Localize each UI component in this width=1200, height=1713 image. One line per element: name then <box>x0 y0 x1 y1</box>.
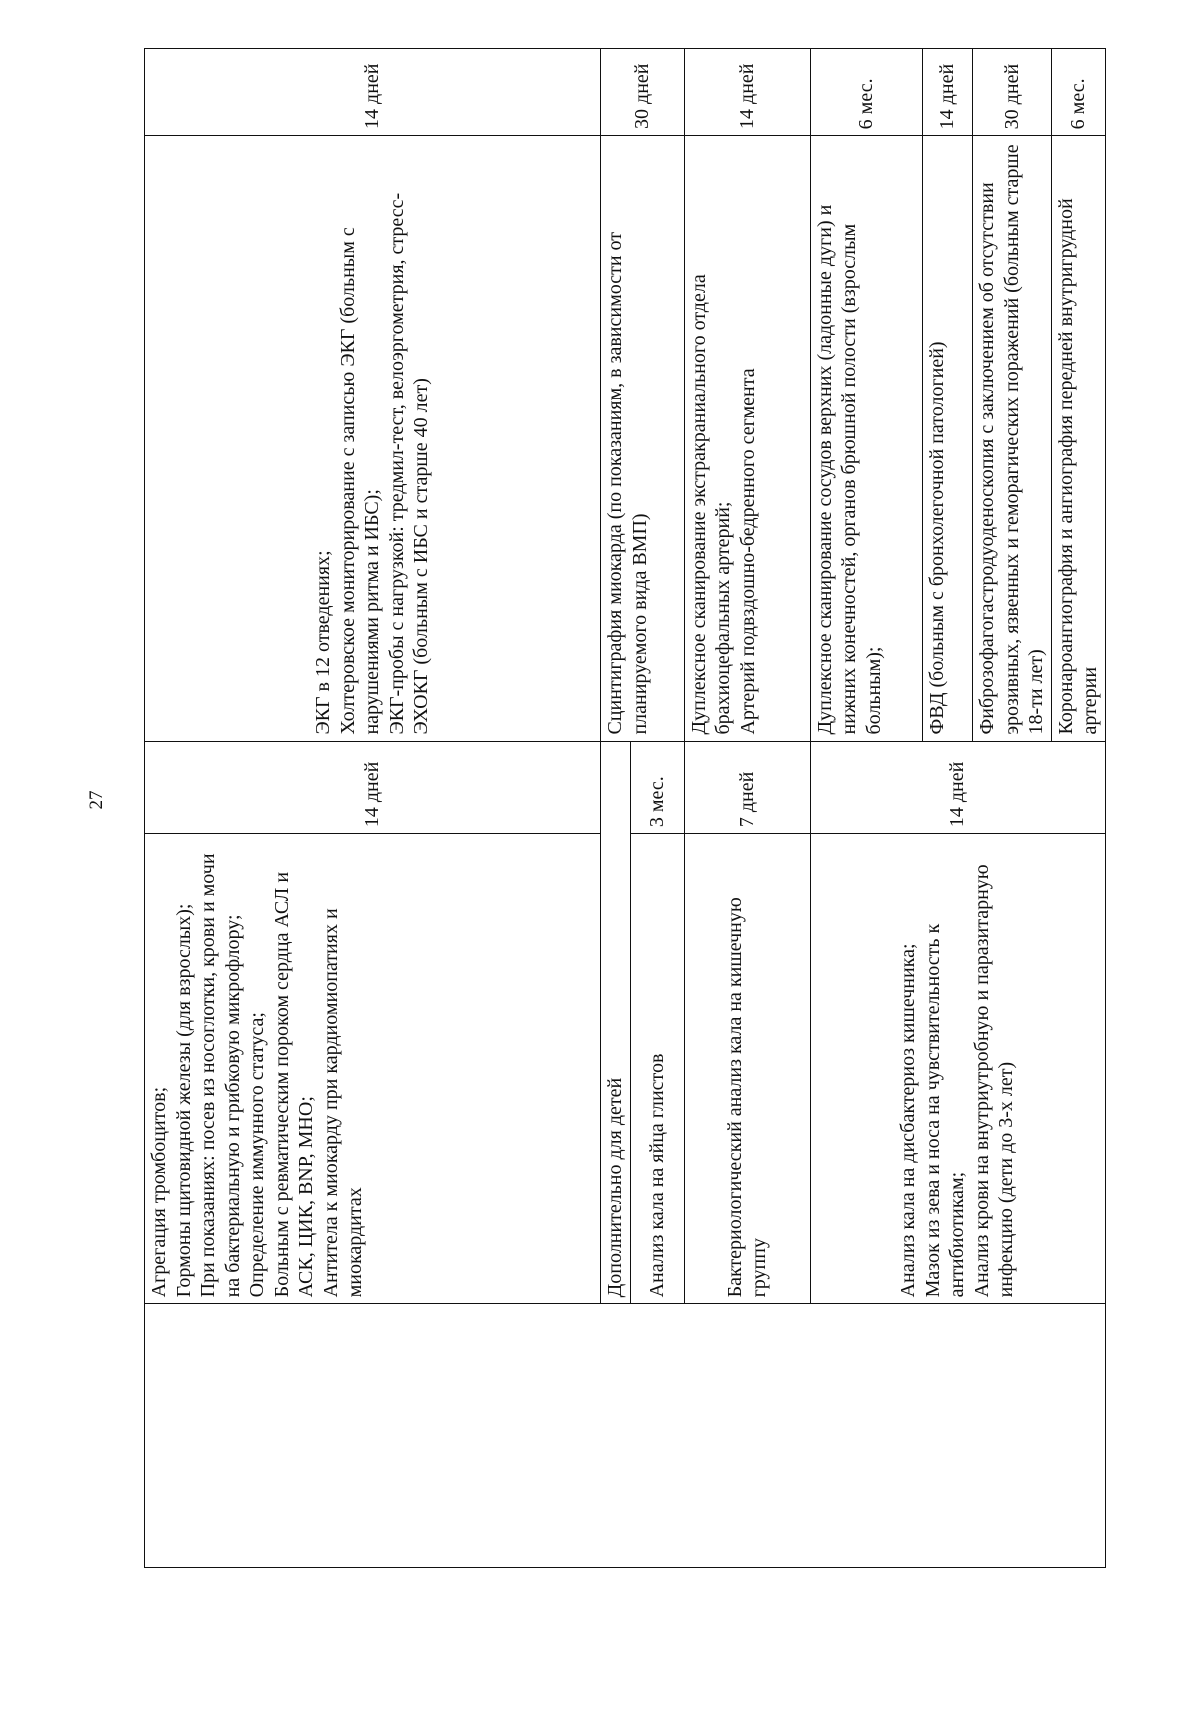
examination-table <box>144 48 1106 1568</box>
analysis-line: Анализ кала на дисбактериоз кишечника; <box>897 943 920 1298</box>
analysis-line: При показаниях: посев из носоглотки, крови и мочи на бактериальную и грибковую микрофлору; <box>197 853 244 1298</box>
empty-left-cell <box>145 1304 1106 1568</box>
analyses-cell: Бактериологический анализ кала на кишечную группу <box>684 834 810 1304</box>
period-cell: 6 мес. <box>1051 49 1105 136</box>
period-cell: 7 дней <box>684 741 810 834</box>
exams-cell: Сцинтиграфия миокарда (по показаниям, в зависимости от планируемого вида ВМП) <box>601 135 685 741</box>
analysis-line: Антитела к миокарду при кардиомиопатиях и миокардитах <box>319 908 366 1298</box>
rotated-table-container <box>144 48 1101 1568</box>
exam-line: Артерий подвздошно-бедренного сегмента <box>736 368 759 735</box>
exams-cell: Коронароангиография и ангиография передней внутригрудной артерии <box>1051 136 1105 741</box>
exams-cell <box>145 135 601 741</box>
exams-cell: ФВД (больным с бронхолегочной патологией) <box>923 136 973 741</box>
exams-subtable <box>811 49 1105 741</box>
exams-cell: Дуплексное сканирование сосудов верхних (ладонные дуги) и нижних конечностей, органов брюшной полости (взрослым больным); <box>811 136 923 741</box>
analyses-cell <box>810 834 1105 1304</box>
exam-line: ЭКГ в 12 отведениях; <box>312 550 335 735</box>
page-number: 27 <box>86 790 107 810</box>
period-cell: 6 мес. <box>811 49 923 136</box>
period-cell: 30 дней <box>973 49 1052 136</box>
period-cell: 14 дней <box>145 49 601 136</box>
analysis-line: Больным с ревматическим пороком сердца АСЛ и АСК, ЦИК, BNP, МНО; <box>270 871 317 1298</box>
exams-cell <box>684 135 810 741</box>
table-row <box>973 49 1052 741</box>
period-cell: 14 дней <box>145 741 601 834</box>
analyses-cell <box>145 834 601 1304</box>
exam-line: ЭКГ-пробы с нагрузкой: тредмил-тест, велоэргометрия, стресс-ЭХОКГ (больным с ИБС и старше 40 лет) <box>385 192 433 735</box>
period-cell: 14 дней <box>923 49 973 136</box>
section-heading: Дополнительно для детей <box>601 741 631 1304</box>
period-cell: 14 дней <box>810 741 1105 834</box>
period-cell: 30 дней <box>601 49 685 136</box>
analysis-line: Агрегация тромбоцитов; <box>148 1086 170 1298</box>
analysis-line: Анализ крови на внутриутробную и паразитарную инфекцию (дети до 3-х лет) <box>970 864 1018 1298</box>
exams-cell: Фиброзофагогастродуоденоскопия с заключением об отсутствии эрозивных, язвенных и геморагических поражений (больным старше 18-ти лет) <box>973 136 1052 741</box>
analyses-cell: Анализ кала на яйца глистов <box>630 834 684 1304</box>
exam-line: Дуплексное сканирование экстракраниального отдела брахиоцефальных артерий; <box>687 274 734 735</box>
period-cell: 3 мес. <box>630 741 684 834</box>
analysis-line: Мазок из зева и носа на чувствительность к антибиотикам; <box>921 923 969 1298</box>
table-row <box>145 49 601 1568</box>
period-cell: 14 дней <box>684 49 810 136</box>
analysis-line: Гормоны щитовидной железы (для взрослых); <box>172 903 195 1298</box>
exam-line: Холтеровское мониторирование с записью ЭКГ (больным с нарушениями ритма и ИБС); <box>336 227 384 735</box>
analysis-line: Определение иммунного статуса; <box>246 1012 268 1298</box>
table-row <box>811 49 923 741</box>
table-row <box>1051 49 1105 741</box>
table-row <box>923 49 973 741</box>
exams-subtable-cell <box>810 49 1105 742</box>
